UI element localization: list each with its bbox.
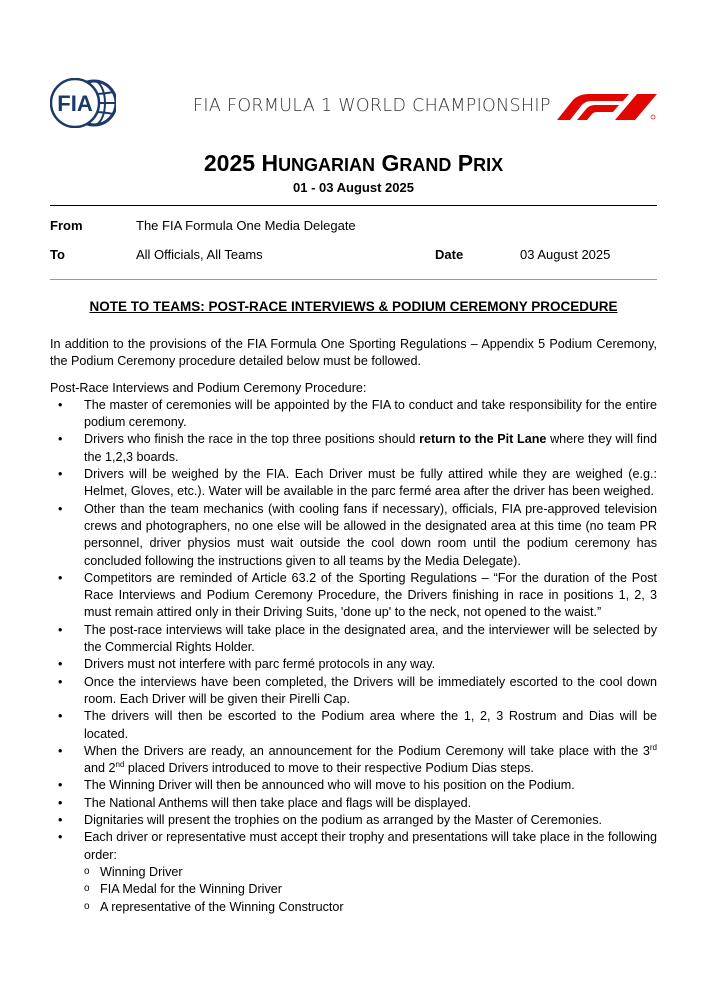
list-item: • The master of ceremonies will be appointed by the FIA to conduct and take responsibility for the entire podium ceremony.	[50, 397, 657, 432]
document-body	[50, 336, 657, 916]
fia-logo-text: FIA	[57, 91, 93, 116]
procedure-heading: Post-Race Interviews and Podium Ceremony Procedure:	[50, 380, 367, 395]
event-title: 2025 HUNGARIAN GRAND PRIX	[203, 150, 504, 176]
list-item: • The post-race interviews will take place in the designated area, and the interviewer will be selected by the Commercial Rights Holder.	[50, 622, 657, 657]
list-item: • Drivers must not interfere with parc fermé protocols in any way.	[50, 656, 657, 673]
divider	[50, 205, 657, 206]
date-value: 03 August 2025	[520, 247, 611, 262]
list-item: • Each driver or representative must accept their trophy and presentations will take place in the following order: o Winning Driver o FIA Medal for the Winning Driver o A representative of the Winning Constructor	[50, 829, 657, 915]
list-item: • The Winning Driver will then be announced who will move to his position on the Podium.	[50, 777, 657, 794]
order-item: o A representative of the Winning Constructor	[84, 899, 657, 916]
from-value: The FIA Formula One Media Delegate	[136, 218, 356, 233]
championship-name: FIA FORMULA 1 WORLD CHAMPIONSHIP	[193, 96, 551, 116]
order-item: o Winning Driver	[84, 864, 657, 881]
to-label: To	[50, 247, 65, 262]
intro-paragraph: In addition to the provisions of the FIA Formula One Sporting Regulations – Appendix 5 Podium Ceremony, the Podium Ceremony procedure detailed below must be followed.	[50, 337, 657, 369]
title-year: 2025 H	[203, 150, 279, 176]
procedure-list	[50, 397, 657, 916]
list-item: • Once the interviews have been completed, the Drivers will be immediately escorted to the cool down room. Each Driver will be given their Pirelli Cap.	[50, 674, 657, 709]
fia-globe-logo-icon	[50, 78, 116, 128]
f1-logo-icon	[557, 90, 657, 120]
list-item: • The National Anthems will then take place and flags will be displayed.	[50, 795, 657, 812]
list-item: • Dignitaries will present the trophies on the podium as arranged by the Master of Ceremonies.	[50, 812, 657, 829]
letterhead	[50, 78, 658, 130]
presentation-order-list	[84, 864, 657, 916]
divider	[50, 279, 657, 280]
from-label: From	[50, 218, 83, 233]
list-item: • Drivers who finish the race in the top three positions should return to the Pit Lane where they will find the 1,2,3 boards.	[50, 431, 657, 466]
event-dates: 01 - 03 August 2025	[293, 180, 414, 195]
to-value: All Officials, All Teams	[136, 247, 263, 262]
note-title: NOTE TO TEAMS: POST-RACE INTERVIEWS & PODIUM CEREMONY PROCEDURE	[89, 299, 618, 314]
list-item: • The drivers will then be escorted to the Podium area where the 1, 2, 3 Rostrum and Dias will be located.	[50, 708, 657, 743]
list-item: • Other than the team mechanics (with cooling fans if necessary), officials, FIA pre-approved television crews and photographers, no one else will be allowed in the designated area at this time (no team PR personnel, driver physios must wait outside the cool down room until the podium ceremony has concluded following the instructions given to all teams by the Media Delegate).	[50, 501, 657, 570]
list-item: • Competitors are reminded of Article 63.2 of the Sporting Regulations – “For the duration of the Post Race Interviews and Podium Ceremony Procedure, the Drivers finishing in race in positions 1, 2, 3 must remain attired only in their Driving Suits, 'done up' to the neck, not opened to the waist.”	[50, 570, 657, 622]
list-item: • Drivers will be weighed by the FIA. Each Driver must be fully attired while they are weighed (e.g.: Helmet, Gloves, etc.). Water will be available in the parc fermé area after the driver has been weighed.	[50, 466, 657, 501]
date-label: Date	[435, 247, 464, 262]
list-item: • When the Drivers are ready, an announcement for the Podium Ceremony will take place with the 3rd and 2nd placed Drivers introduced to move to their respective Podium Dias steps.	[50, 743, 657, 778]
order-item: o FIA Medal for the Winning Driver	[84, 881, 657, 898]
